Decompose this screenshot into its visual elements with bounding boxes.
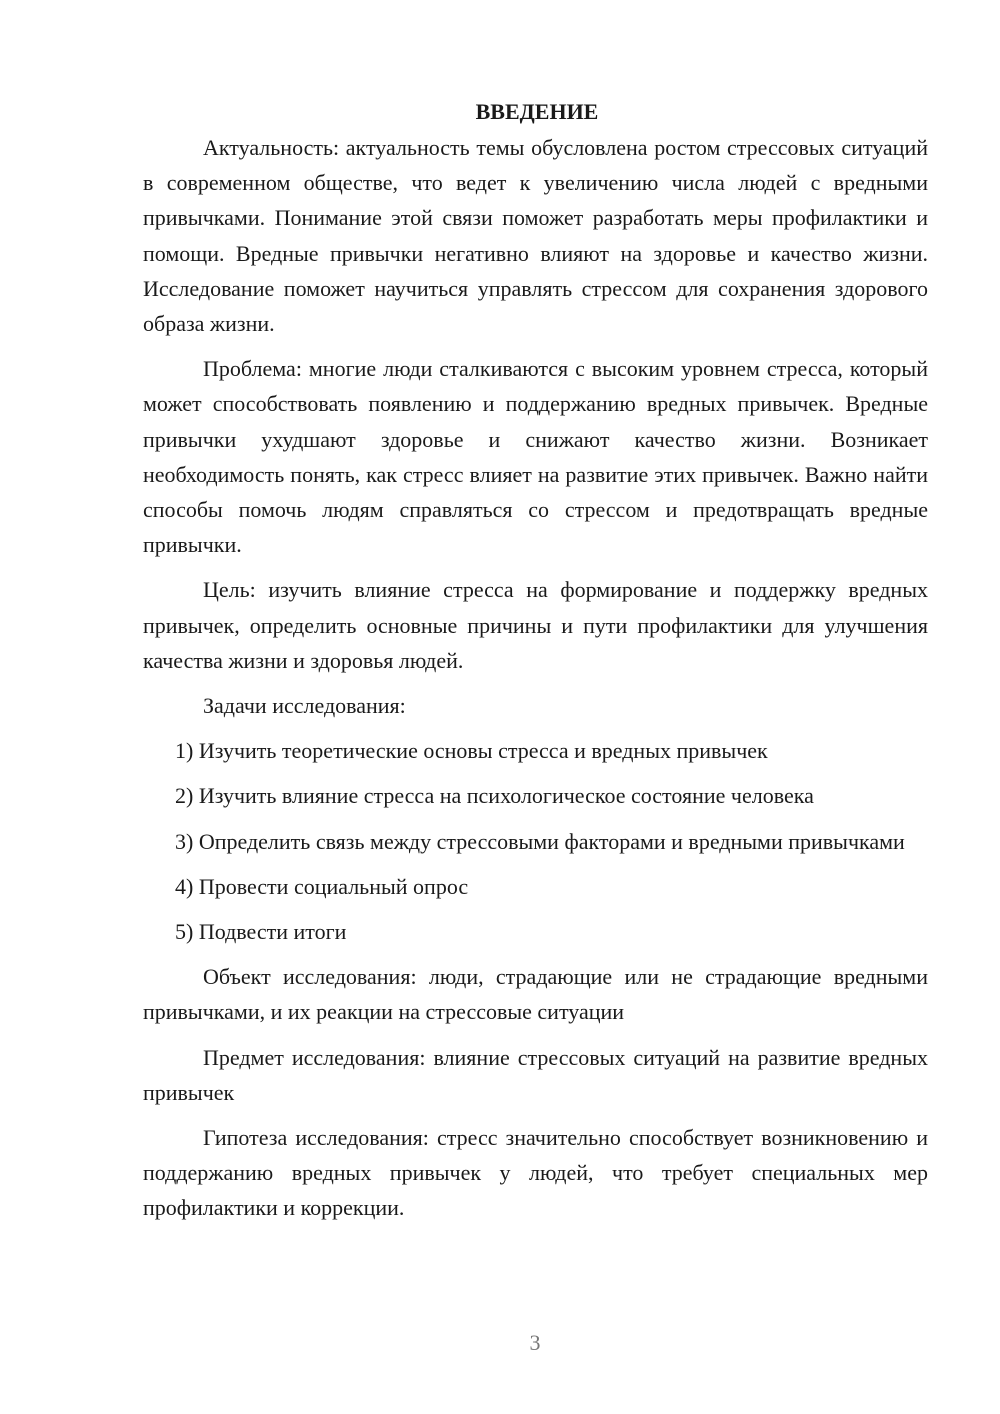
page-number: 3	[529, 1330, 541, 1355]
hypothesis-paragraph	[143, 1120, 928, 1226]
task-item-3: 3) Определить связь между стрессовыми факторами и вредными привычками	[175, 828, 905, 854]
task-item-5: 5) Подвести итоги	[175, 919, 347, 945]
relevance-paragraph: Актуальность: актуальность темы обусловлена ростом стрессовых ситуаций в современном обществе, что ведет к увеличению числа людей с вредными привычками. Понимание этой связи поможет разработать меры профилактики и помощи. Вредные привычки негативно влияют на здоровье и качество жизни. Исследование поможет научиться управлять стрессом для сохранения здорового образа жизни.	[143, 135, 928, 337]
page-title: ВВЕДЕНИЕ	[475, 99, 599, 124]
object-paragraph: Объект исследования: люди, страдающие или не страдающие вредными привычками, и их реакции на стрессовые ситуации	[143, 964, 928, 1025]
goal-paragraph: Цель: изучить влияние стресса на формирование и поддержку вредных привычек, определить основные причины и пути профилактики для улучшения качества жизни и здоровья людей.	[143, 577, 928, 673]
task-item-4: 4) Провести социальный опрос	[175, 873, 469, 899]
tasks-heading: Задачи исследования:	[203, 693, 406, 719]
hypothesis-first-line: Гипотеза исследования: стресс значительно способствует	[203, 1125, 754, 1151]
hypothesis-rest: возникновению и поддержанию вредных привычек у людей, что требует специальных мер профилактики и коррекции.	[143, 1125, 928, 1221]
page-content	[143, 94, 928, 1236]
subject-paragraph: Предмет исследования: влияние стрессовых ситуаций на развитие вредных привычек	[143, 1044, 928, 1105]
problem-paragraph: Проблема: многие люди сталкиваются с высоким уровнем стресса, который может способствовать появлению и поддержанию вредных привычек. Вредные привычки ухудшают здоровье и снижают качество жизни. Возникает необходимость понять, как стресс влияет на развитие этих привычек. Важно найти способы помочь людям справляться со стрессом и предотвращать вредные привычки.	[143, 356, 928, 558]
task-item-2: 2) Изучить влияние стресса на психологическое состояние человека	[175, 783, 814, 809]
task-item-1: 1) Изучить теоретические основы стресса и вредных привычек	[175, 738, 768, 764]
